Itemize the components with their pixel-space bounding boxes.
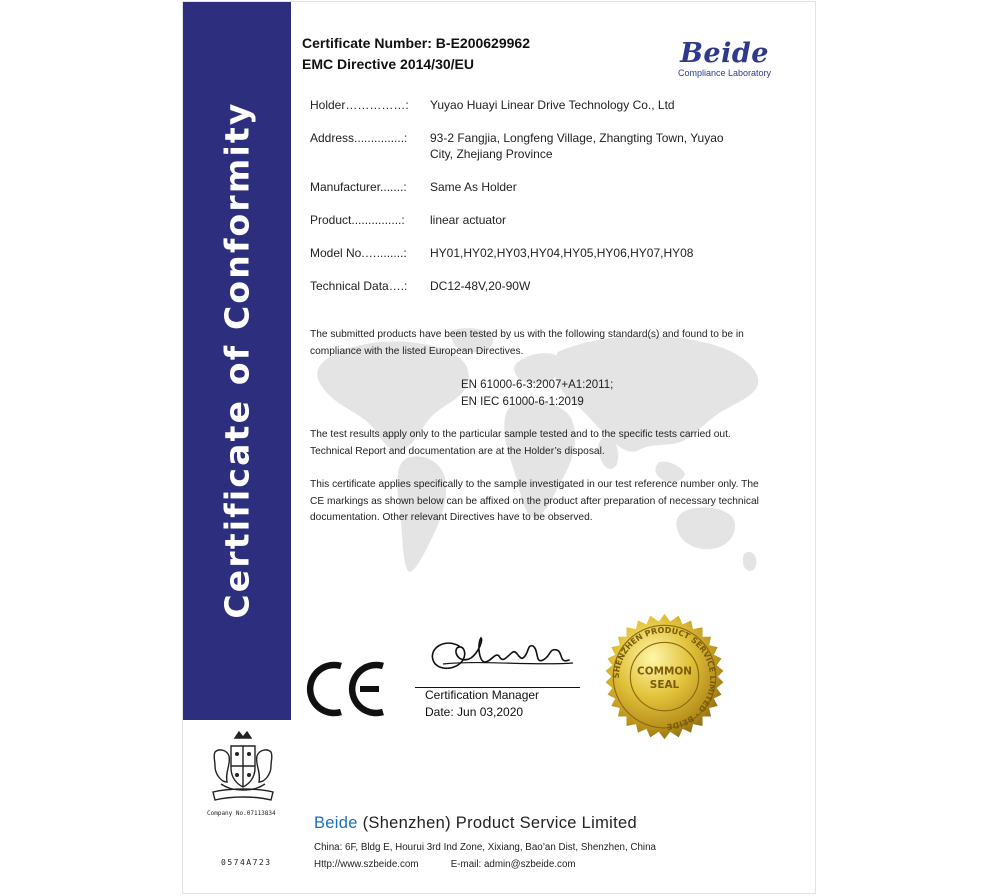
company-number: Company No.07113834 [207,810,276,817]
field-label: Model No.…........: [310,246,407,260]
company-name-rest: (Shenzhen) Product Service Limited [362,814,637,832]
certificate-number: Certificate Number: B-E200629962 [302,35,530,51]
logo-name: Beide [680,38,769,69]
field-label: Address...............: [310,131,408,145]
company-address: China: 6F, Bldg E, Hourui 3rd Ind Zone, Xixiang, Bao’an Dist, Shenzhen, China [314,842,657,853]
field-label: Product...............: [310,213,405,227]
signature-icon [423,630,583,680]
field-value: linear actuator [430,213,507,227]
side-band [183,2,291,720]
common-seal-icon [598,612,731,745]
field-value: DC12-48V,20-90W [430,279,531,293]
company-name [314,814,637,833]
seal-center-line-1: COMMON [637,665,692,678]
side-title: Certificate of Conformity [217,101,257,619]
royal-crest-icon [203,730,283,810]
signature-role: Certification Manager [425,688,540,702]
logo-subtitle: Compliance Laboratory [677,68,772,78]
world-map-watermark [303,322,773,612]
beide-logo [667,40,782,79]
applicability-paragraph: This certificate applies specifically to the sample investigated in our test reference number only. The CE markings as shown below can be affixed on the product after preparation of necessary technical documentation. Other relevant Directives have to be observed. [310,479,759,523]
company-website: Http://www.szbeide.com [314,859,419,870]
field-label: Holder……………: [310,98,409,112]
seal-ring-text: SHENZHEN PRODUCT SERVICE LIMITED · BEIDE [611,625,718,732]
field-label: Manufacturer.......: [310,180,407,194]
company-contact [314,859,576,870]
ce-mark-icon [305,658,389,720]
field-value: HY01,HY02,HY03,HY04,HY05,HY06,HY07,HY08 [430,246,694,260]
field-value: 93-2 Fangjia, Longfeng Village, Zhangting Town, Yuyao City, Zhejiang Province [430,131,724,161]
field-value: Same As Holder [430,180,517,194]
signature-date: Date: Jun 03,2020 [425,705,524,719]
field-value: Yuyao Huayi Linear Drive Technology Co., Ltd [430,98,675,112]
certificate-page [183,2,815,893]
field-label: Technical Data….: [310,279,408,293]
crest-serial: 0574A723 [221,858,272,867]
directive: EMC Directive 2014/30/EU [302,56,474,72]
standard-2: EN IEC 61000-6-1:2019 [461,396,584,408]
company-email: E-mail: admin@szbeide.com [450,859,576,870]
seal-center-line-2: SEAL [649,679,680,691]
scope-paragraph: The test results apply only to the particular sample tested and to the specific tests carried out. Technical Report and documentation are at the Holder’s disposal. [310,429,731,457]
standard-1: EN 61000-6-3:2007+A1:2011; [461,379,614,391]
intro-paragraph: The submitted products have been tested by us with the following standard(s) and found to be in compliance with the listed European Directives. [310,329,744,357]
company-brand: Beide [314,814,358,832]
